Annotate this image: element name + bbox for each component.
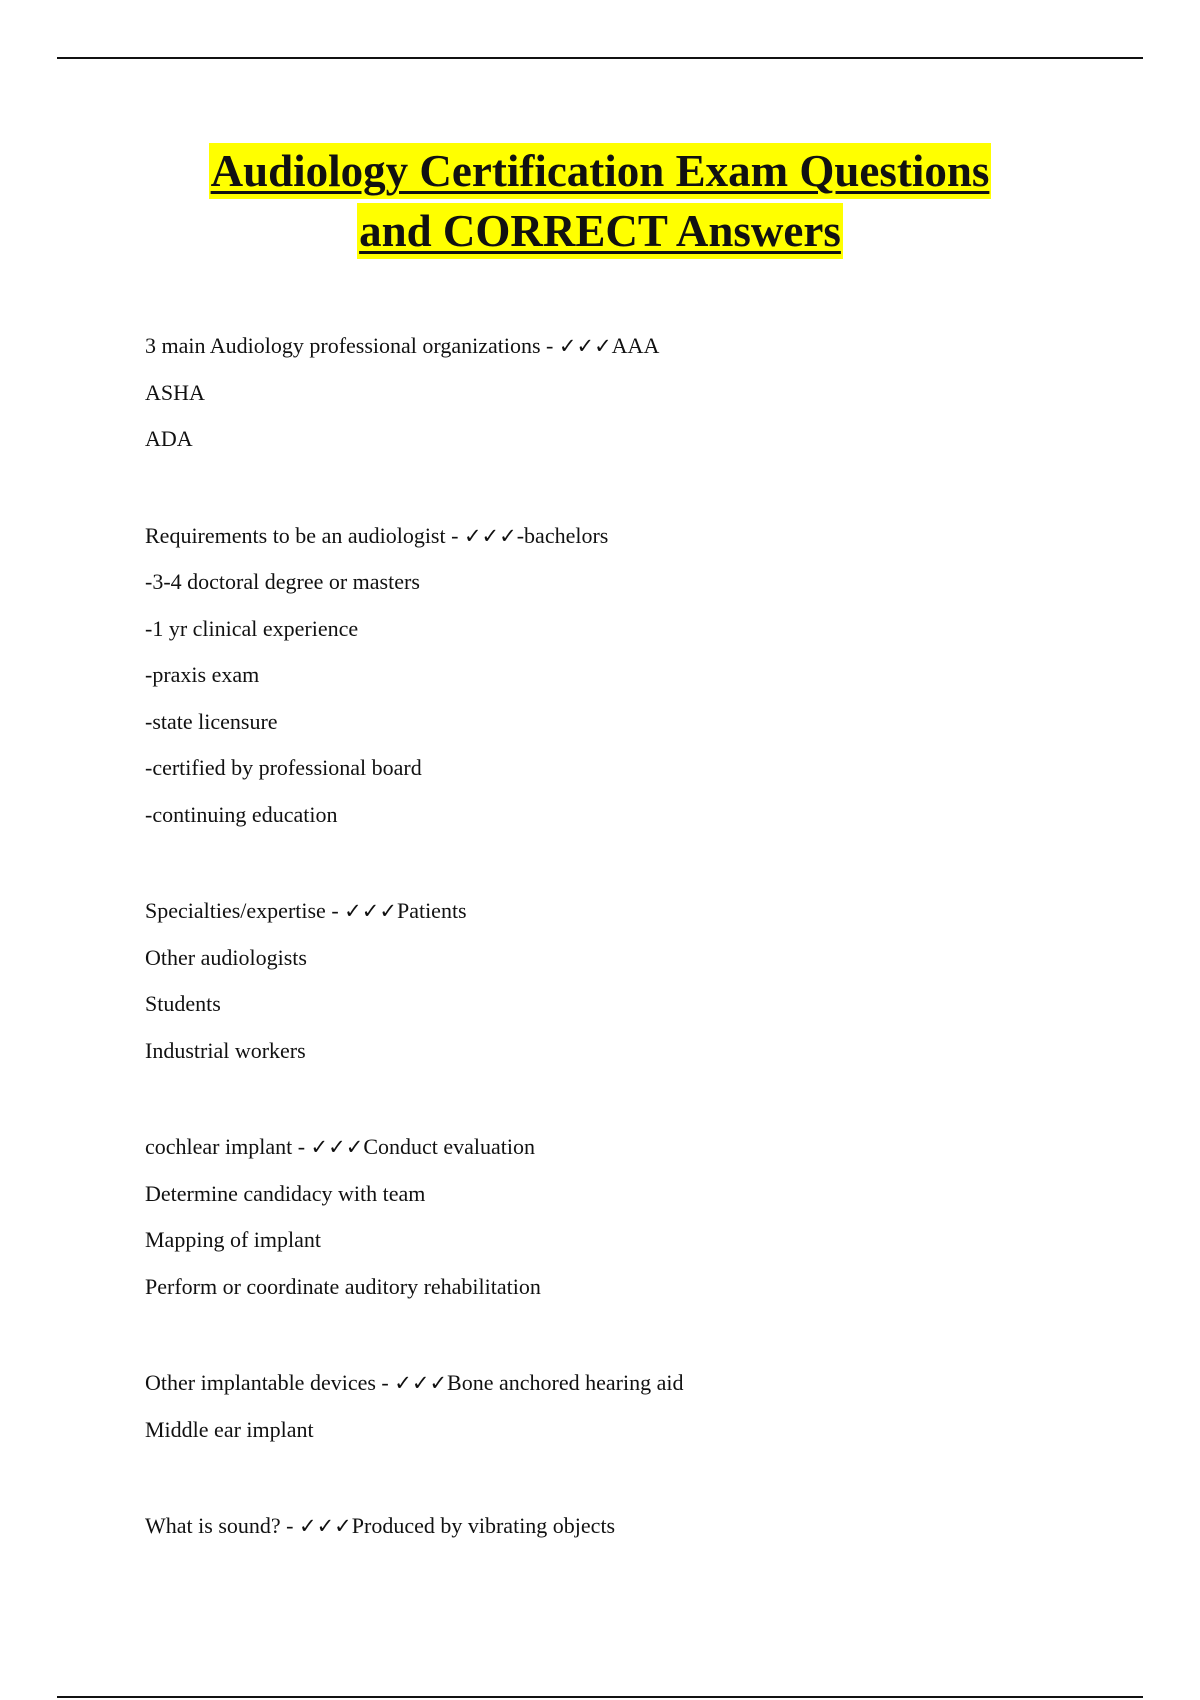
header-rule: [57, 57, 1143, 59]
answer-text: Conduct evaluation: [363, 1134, 536, 1159]
answer-line: Middle ear implant: [145, 1416, 314, 1442]
answer-text: -bachelors: [516, 522, 609, 548]
separator: -: [325, 898, 345, 923]
answer-text: Produced by vibrating objects: [351, 1513, 616, 1538]
answer-line: -certified by professional board: [145, 755, 422, 780]
check-marks-icon: ✓✓✓: [298, 1514, 352, 1538]
title-line-1: Audiology Certification Exam Questions: [209, 143, 992, 199]
qa-item: [145, 1508, 1100, 1555]
qa-item: [145, 1365, 1100, 1458]
question-text: Specialties/expertise: [145, 898, 326, 923]
check-marks-icon: ✓✓✓: [310, 1135, 364, 1159]
question-text: 3 main Audiology professional organizations: [145, 333, 541, 358]
check-marks-icon: ✓✓✓: [558, 334, 612, 358]
answer-line: -state licensure: [145, 708, 278, 734]
qa-item: [145, 1129, 1100, 1315]
title-line-2: and CORRECT Answers: [357, 203, 843, 259]
qa-question-line: [145, 518, 1100, 565]
answer-text: Bone anchored hearing aid: [447, 1370, 684, 1395]
qa-question-line: [145, 328, 1100, 375]
question-text: cochlear implant: [145, 1134, 293, 1159]
separator: -: [445, 522, 464, 548]
answer-line: Determine candidacy with team: [145, 1180, 426, 1206]
document-title: [0, 143, 1200, 263]
qa-item: [145, 328, 1100, 468]
answer-line: ADA: [145, 426, 193, 451]
answer-line: ASHA: [145, 379, 205, 405]
footer-rule: [57, 1696, 1143, 1698]
answer-line: Other audiologists: [145, 944, 307, 970]
question-text: Other implantable devices: [145, 1370, 376, 1395]
qa-question-line: [145, 1508, 1100, 1555]
check-marks-icon: ✓✓✓: [463, 523, 517, 548]
qa-item: [145, 893, 1100, 1079]
answer-line: -1 yr clinical experience: [145, 615, 359, 641]
qa-list: [145, 328, 1100, 1605]
check-marks-icon: ✓✓✓: [344, 899, 397, 923]
answer-line: Industrial workers: [145, 1037, 306, 1063]
answer-line: -continuing education: [145, 801, 338, 827]
separator: -: [375, 1370, 395, 1395]
separator: -: [292, 1134, 311, 1159]
question-text: Requirements to be an audiologist: [145, 522, 446, 548]
qa-question-line: [145, 1365, 1100, 1412]
answer-text: Patients: [396, 898, 467, 923]
separator: -: [280, 1513, 299, 1538]
answer-line: Perform or coordinate auditory rehabilitation: [145, 1273, 541, 1299]
answer-line: -praxis exam: [145, 662, 260, 687]
qa-question-line: [145, 1129, 1100, 1176]
question-text: What is sound?: [145, 1513, 281, 1538]
answer-line: -3-4 doctoral degree or masters: [145, 569, 420, 594]
qa-question-line: [145, 893, 1100, 940]
check-marks-icon: ✓✓✓: [394, 1371, 448, 1395]
answer-line: Mapping of implant: [145, 1227, 321, 1252]
separator: -: [540, 333, 559, 358]
qa-item: [145, 518, 1100, 844]
answer-line: Students: [145, 991, 221, 1016]
answer-text: AAA: [611, 333, 660, 358]
